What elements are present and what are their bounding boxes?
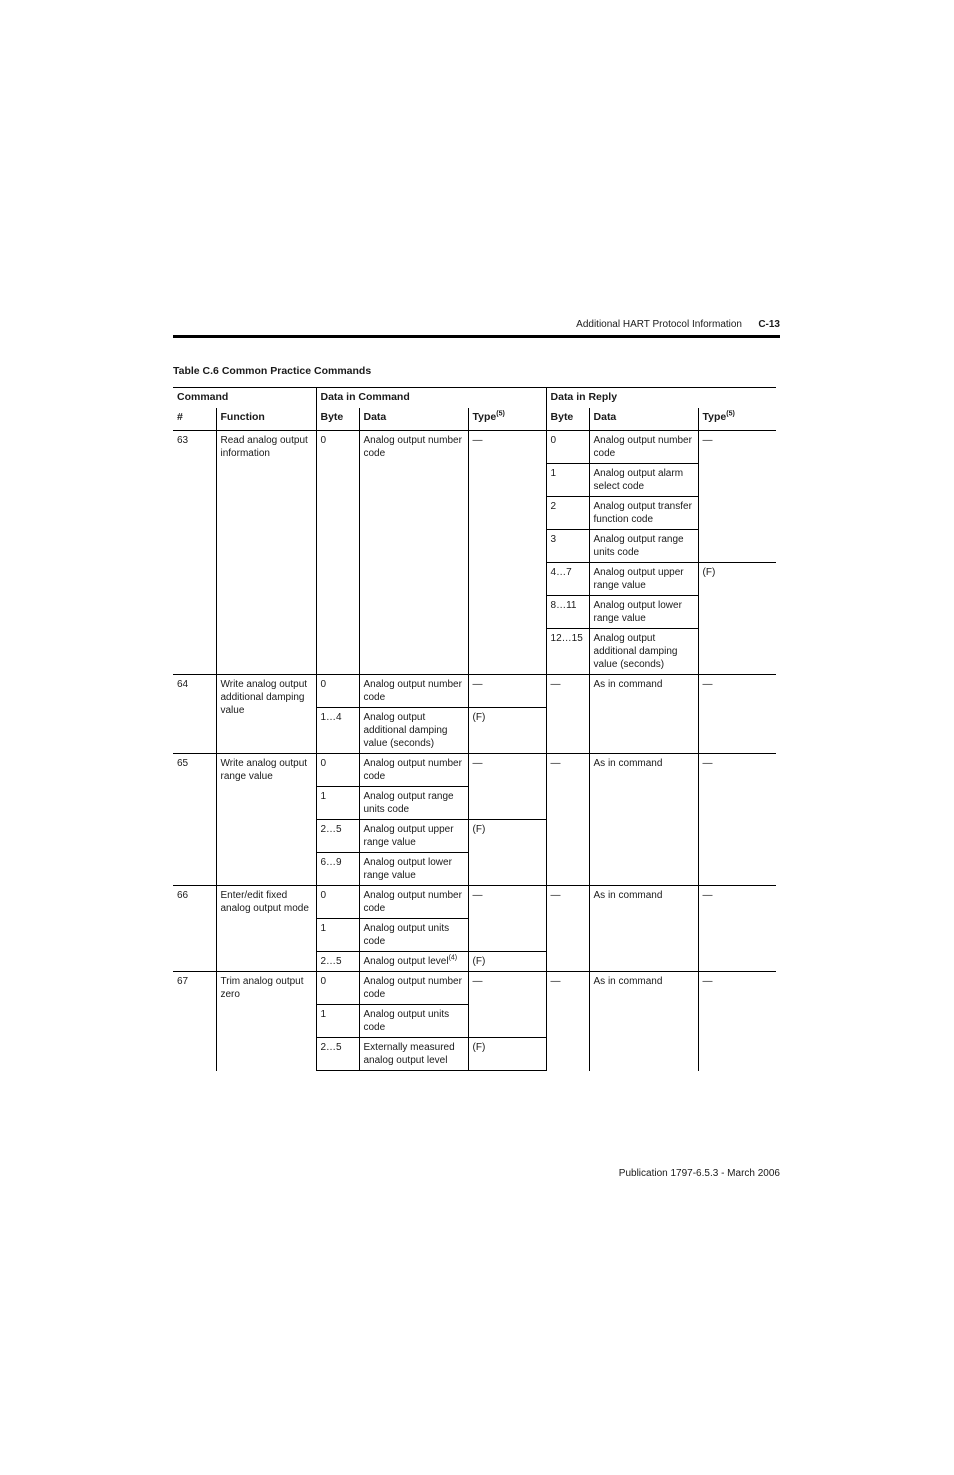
page-header [173, 317, 780, 335]
table-row [173, 754, 776, 787]
table-title: Table C.6 Common Practice Commands [173, 365, 372, 377]
reply-data: Analog output upper range value [589, 563, 698, 596]
cmd-type: — [468, 972, 546, 1038]
cmd-number: 63 [173, 431, 216, 675]
reply-data: Analog output lower range value [589, 596, 698, 629]
cmd-byte: 0 [316, 675, 359, 708]
cmd-data: Analog output number code [359, 675, 468, 708]
cmd-byte: 2…5 [316, 1038, 359, 1071]
reply-data: Analog output range units code [589, 530, 698, 563]
cmd-byte: 2…5 [316, 820, 359, 853]
cmd-byte: 1 [316, 787, 359, 820]
reply-type: — [698, 972, 776, 1071]
cmd-data-text: Analog output level [363, 956, 449, 967]
reply-data: As in command [589, 972, 698, 1071]
cmd-byte: 1 [316, 919, 359, 952]
header-command: Command [173, 388, 316, 409]
header-reply-type [698, 408, 776, 431]
reply-data: As in command [589, 886, 698, 972]
cmd-function: Write analog output additional damping value [216, 675, 316, 754]
common-practice-commands-table [173, 387, 776, 1071]
header-column-row [173, 408, 776, 431]
header-data-in-command: Data in Command [316, 388, 546, 409]
footnote-ref: (4) [448, 954, 458, 962]
cmd-number: 67 [173, 972, 216, 1071]
publication-footer: Publication 1797-6.5.3 - March 2006 [618, 1168, 780, 1179]
cmd-byte: 0 [316, 972, 359, 1005]
cmd-data: Analog output additional damping value (seconds) [359, 708, 468, 754]
cmd-function: Trim analog output zero [216, 972, 316, 1071]
header-num: # [177, 411, 183, 423]
cmd-type: (F) [468, 1038, 546, 1071]
reply-type: (F) [698, 563, 776, 675]
type-label: Type [472, 411, 497, 423]
page-number: C-13 [758, 319, 780, 330]
cmd-number: 66 [173, 886, 216, 972]
cmd-data [359, 952, 468, 972]
reply-data: Analog output alarm select code [589, 464, 698, 497]
cmd-data: Analog output units code [359, 919, 468, 952]
reply-type: — [698, 431, 776, 563]
reply-data: Analog output additional damping value (seconds) [589, 629, 698, 675]
reply-type: — [698, 675, 776, 754]
reply-byte: 3 [546, 530, 589, 563]
reply-byte: — [546, 675, 589, 754]
cmd-type: — [468, 754, 546, 820]
header-group-row [173, 388, 776, 409]
cmd-byte: 1 [316, 1005, 359, 1038]
cmd-data: Analog output upper range value [359, 820, 468, 853]
cmd-data: Analog output number code [359, 972, 468, 1005]
cmd-type: (F) [468, 952, 546, 972]
reply-byte: 1 [546, 464, 589, 497]
cmd-type: — [468, 886, 546, 952]
header-cmd-byte: Byte [316, 408, 359, 431]
section-title: Additional HART Protocol Information [576, 319, 742, 330]
reply-byte: 4…7 [546, 563, 589, 596]
reply-type: — [698, 886, 776, 972]
type-label: Type [702, 411, 727, 423]
reply-byte: 0 [546, 431, 589, 464]
table-row [173, 972, 776, 1005]
table-row [173, 675, 776, 708]
reply-byte: 8…11 [546, 596, 589, 629]
header-rule [173, 335, 780, 338]
type-footnote: (5) [496, 410, 505, 418]
reply-byte: — [546, 886, 589, 972]
header-reply-data: Data [589, 408, 698, 431]
table-row [173, 431, 776, 464]
cmd-data: Analog output range units code [359, 787, 468, 820]
cmd-number: 65 [173, 754, 216, 886]
cmd-data: Analog output lower range value [359, 853, 468, 886]
cmd-byte: 0 [316, 754, 359, 787]
cmd-function: Enter/edit fixed analog output mode [216, 886, 316, 972]
reply-data: Analog output number code [589, 431, 698, 464]
header-reply-byte: Byte [546, 408, 589, 431]
cmd-type: — [468, 431, 546, 675]
header-cmd-data: Data [359, 408, 468, 431]
reply-data: As in command [589, 754, 698, 886]
reply-data: As in command [589, 675, 698, 754]
cmd-data: Analog output number code [359, 754, 468, 787]
cmd-function: Write analog output range value [216, 754, 316, 886]
cmd-function: Read analog output information [216, 431, 316, 675]
reply-type: — [698, 754, 776, 886]
cmd-byte: 0 [316, 886, 359, 919]
reply-byte: — [546, 972, 589, 1071]
header-function: Function [216, 408, 316, 431]
type-footnote: (5) [726, 410, 735, 418]
cmd-data: Analog output units code [359, 1005, 468, 1038]
cmd-byte: 2…5 [316, 952, 359, 972]
cmd-type: (F) [468, 820, 546, 886]
cmd-byte: 0 [316, 431, 359, 675]
header-cmd-type [468, 408, 546, 431]
cmd-type: (F) [468, 708, 546, 754]
reply-data: Analog output transfer function code [589, 497, 698, 530]
header-data-in-reply: Data in Reply [546, 388, 776, 409]
cmd-byte: 6…9 [316, 853, 359, 886]
cmd-type: — [468, 675, 546, 708]
reply-byte: 2 [546, 497, 589, 530]
reply-byte: — [546, 754, 589, 886]
cmd-number: 64 [173, 675, 216, 754]
cmd-data: Analog output number code [359, 431, 468, 675]
cmd-data: Externally measured analog output level [359, 1038, 468, 1071]
cmd-byte: 1…4 [316, 708, 359, 754]
reply-byte: 12…15 [546, 629, 589, 675]
cmd-data: Analog output number code [359, 886, 468, 919]
table-row [173, 886, 776, 919]
